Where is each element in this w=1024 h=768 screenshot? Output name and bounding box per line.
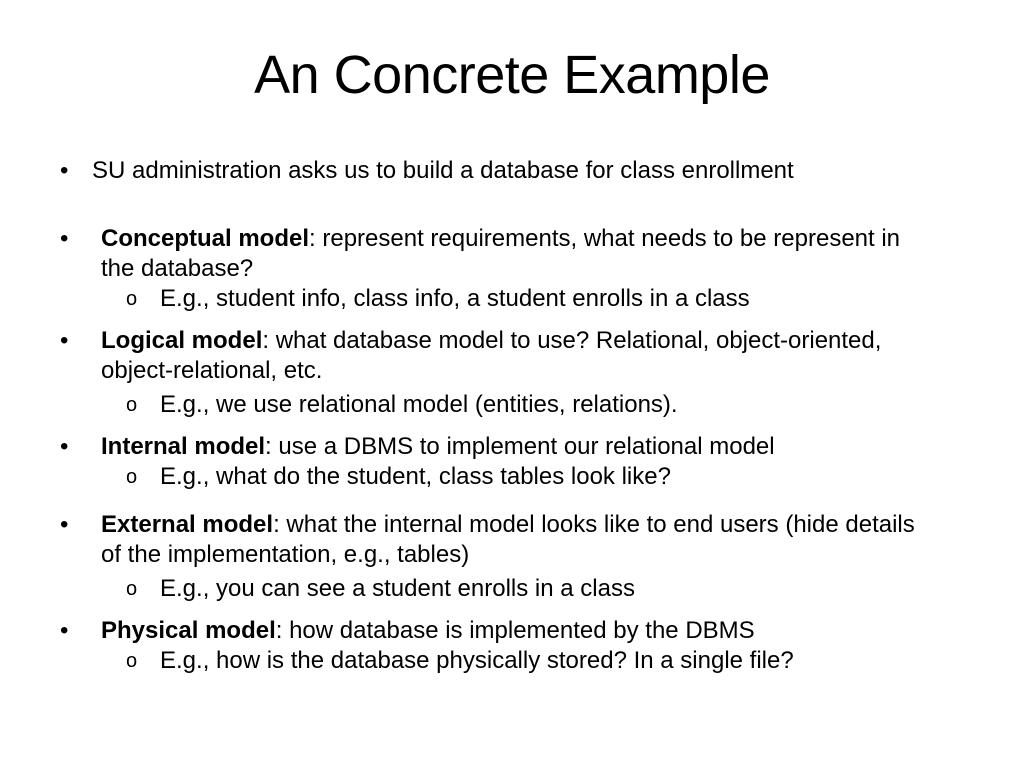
sub-item-text: E.g., what do the student, class tables look like? [160,463,671,490]
item-term: Logical model [101,327,263,354]
intro-text: SU administration asks us to build a database for class enrollment [92,157,794,184]
item-text [101,326,921,386]
model-list [60,224,1000,676]
sub-item-text: E.g., student info, class info, a student enrolls in a class [160,285,750,312]
sub-bullet-marker: o [126,650,138,672]
item-term: Conceptual model [101,225,310,252]
item-term: Physical model [101,617,276,644]
item-description: : what the internal model looks like to end users (hide details of the implementation, e.g., tables) [101,511,915,568]
list-item-external-model [60,510,1000,570]
item-text [101,616,921,646]
list-item-logical-model [60,326,1000,386]
sub-item-text: E.g., how is the database physically stored? In a single file? [160,647,794,674]
item-text [101,224,921,284]
sub-bullet-marker: o [126,578,138,600]
list-item-conceptual-model [60,224,1000,284]
item-description: : what database model to use? Relational, object-oriented, object-relational, etc. [101,327,882,384]
item-description: : how database is implemented by the DBMS [275,617,755,644]
sub-item-text: E.g., we use relational model (entities, relations). [160,391,678,418]
bullet-marker: • [60,225,69,252]
item-description: : use a DBMS to implement our relational model [265,433,775,460]
sub-item-internal-example [126,462,1000,492]
item-term: External model [101,511,274,538]
list-item-physical-model [60,616,1000,646]
sub-item-text: E.g., you can see a student enrolls in a class [160,575,635,602]
sub-item-external-example [126,574,1000,604]
sub-item-physical-example [126,646,1000,676]
sub-bullet-marker: o [126,466,138,488]
sub-item-conceptual-example [126,284,1000,314]
bullet-marker: • [60,617,69,644]
bullet-marker: • [60,157,69,184]
sub-item-logical-example [126,390,1000,420]
bullet-marker: • [60,327,69,354]
sub-bullet-marker: o [126,288,138,310]
item-text [101,510,921,570]
sub-bullet-marker: o [126,394,138,416]
intro-bullet [60,156,1000,186]
item-text [101,432,921,462]
bullet-marker: • [60,511,69,538]
bullet-marker: • [60,433,69,460]
item-description: : represent requirements, what needs to be represent in the database? [101,225,901,282]
item-term: Internal model [101,433,266,460]
list-item-internal-model [60,432,1000,462]
slide-title: An Concrete Example [254,45,770,105]
